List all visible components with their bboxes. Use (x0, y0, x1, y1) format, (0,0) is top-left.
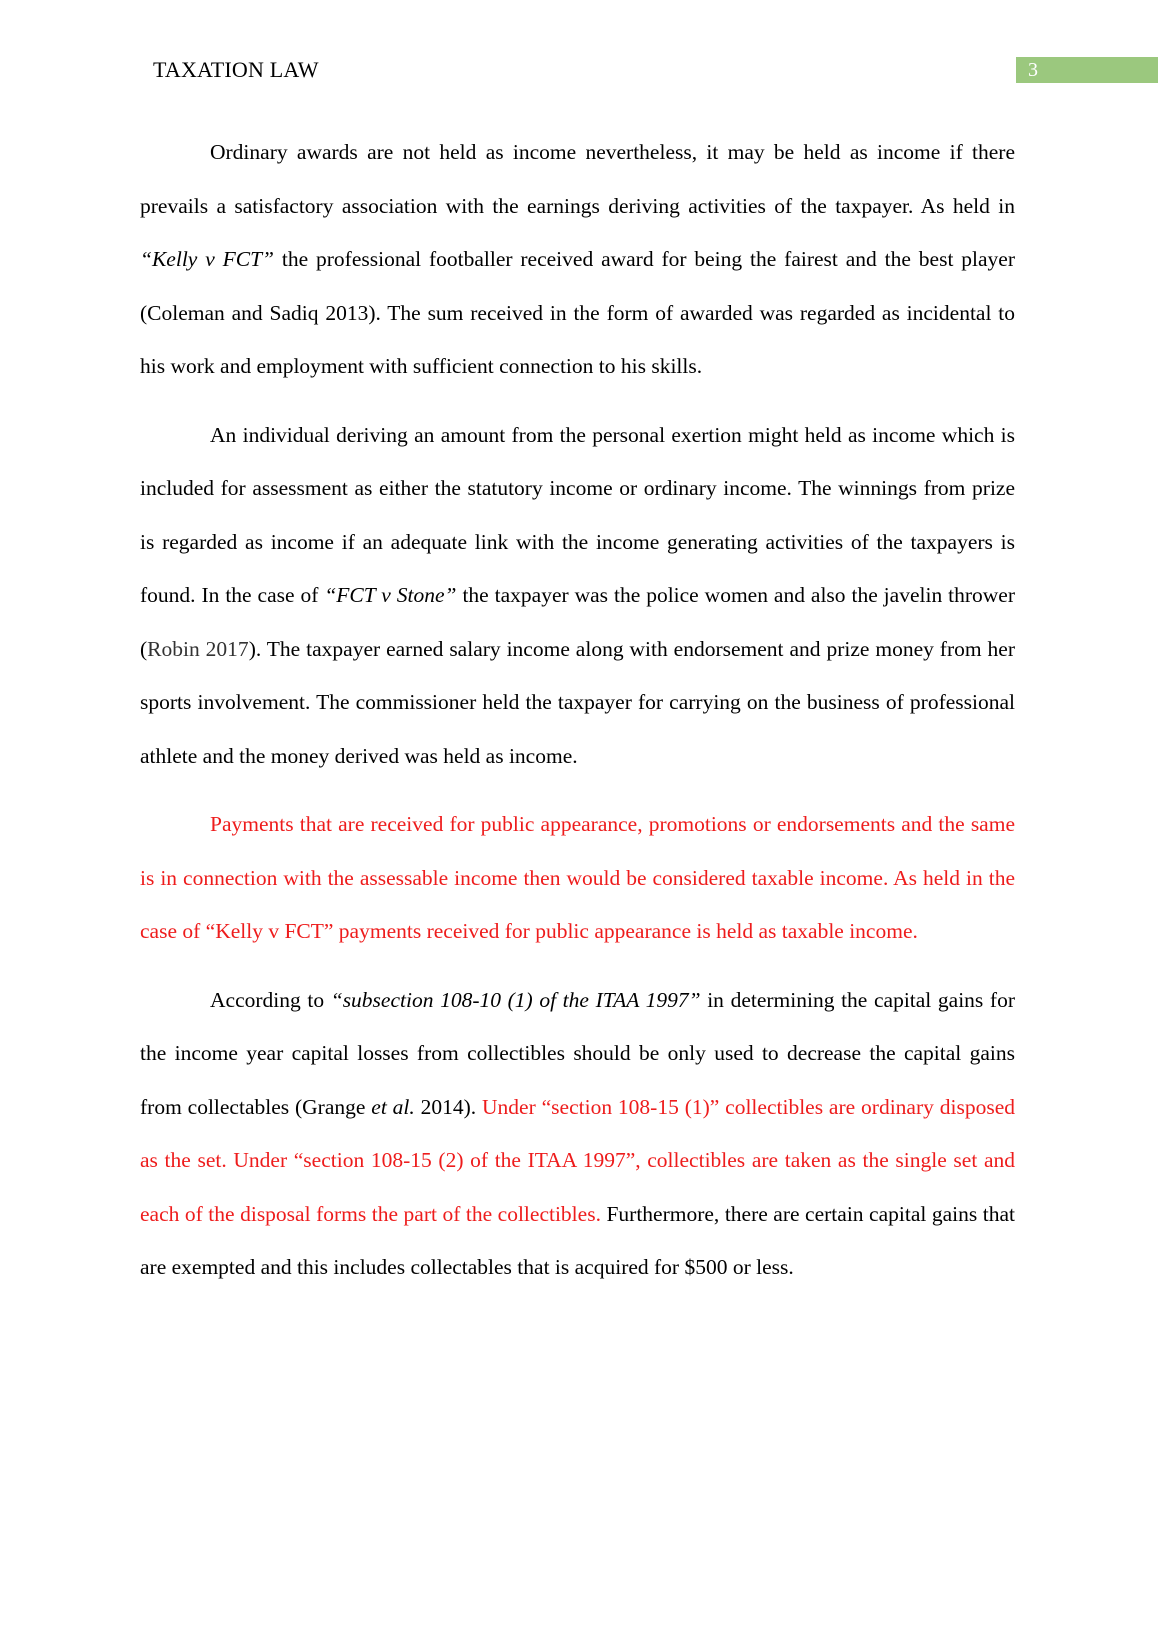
paragraph-4-text-c: 2014). (414, 1094, 483, 1119)
paragraph-4-text-a: According to (210, 987, 331, 1012)
page-number: 3 (1016, 57, 1158, 83)
paragraph-2 (140, 409, 1015, 784)
citation-robin-2017: Robin 2017 (147, 636, 249, 661)
document-body (140, 126, 1015, 1310)
paragraph-4-highlighted-text: Under “section 108-15 (1)” collectibles are ordinary disposed as the set. Under “section 108-15 (2) of the ITAA 1997”, collectibles are taken as the single set and each of the disposal forms the part of the collectibles. (140, 1094, 1015, 1226)
case-name-fct-v-stone: “FCT v Stone” (324, 583, 457, 607)
paragraph-4 (140, 974, 1015, 1295)
paragraph-1 (140, 126, 1015, 394)
paragraph-2-text-a: An individual deriving an amount from the personal exertion might held as income which is included for assessment as either the statutory income or ordinary income. The winnings from prize is regarded as income if an adequate link with the income generating activities of the taxpayers is found. In the case of (140, 422, 1015, 607)
paragraph-2-text-b: the taxpayer was the police women and also the javelin thrower ( (140, 583, 1015, 661)
statute-reference-subsection-108-10: “subsection 108-10 (1) of the ITAA 1997” (330, 987, 701, 1012)
paragraph-2-text-c: ). The taxpayer earned salary income along with endorsement and prize money from her sports involvement. The commissioner held the taxpayer for carrying on the business of professional athlete and the money derived was held as income. (140, 636, 1015, 768)
paragraph-4-text-b: in determining the capital gains for the income year capital losses from collectibles should be only used to decrease the capital gains from collectables (Grange (140, 987, 1015, 1119)
citation-et-al: et al. (371, 1094, 415, 1119)
running-header-title: TAXATION LAW (153, 57, 319, 82)
paragraph-3-highlighted: Payments that are received for public appearance, promotions or endorsements and the same is in connection with the assessable income then would be considered taxable income. As held in the case of “Kelly v FCT” payments received for public appearance is held as taxable income. (140, 812, 1015, 943)
case-name-kelly-v-fct: “Kelly v FCT” (140, 247, 274, 271)
paragraph-1-text-a: Ordinary awards are not held as income nevertheless, it may be held as income if there prevails a satisfactory association with the earnings deriving activities of the taxpayer. As held in (140, 140, 1015, 218)
paragraph-1-text-b: the professional footballer received award for being the fairest and the best player (Coleman and Sadiq 2013). The sum received in the form of awarded was regarded as incidental to his work and employment with sufficient connection to his skills. (140, 247, 1015, 378)
paragraph-4-text-d: Furthermore, there are certain capital gains that are exempted and this includes collectables that is acquired for $500 or less. (140, 1201, 1015, 1279)
